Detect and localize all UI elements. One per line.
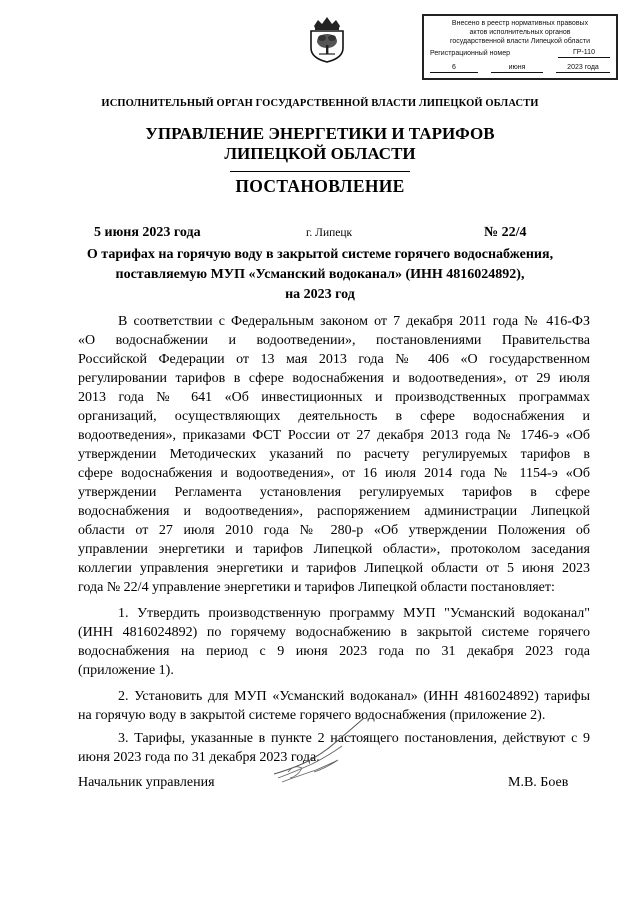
registry-stamp: [422, 14, 618, 80]
body-line: утверждении Методических указаний по расчету регулируемых тарифов в: [78, 447, 590, 462]
body-line: водоснабжения и водоотведения», распоряжением администрации Липецкой: [78, 504, 590, 519]
registry-line-1: Внесено в реестр нормативных правовых: [451, 20, 589, 27]
item-1-line: водоснабжения на период с 9 июня 2023 года по 31 декабря 2023 года: [78, 644, 590, 659]
document-city: г. Липецк: [306, 227, 353, 239]
registry-year: 2023 года: [556, 63, 610, 73]
body-line: коллегии управления энергетики и тарифов Липецкой области от 5 июня 2023: [78, 561, 590, 576]
registry-date-row: [430, 63, 610, 73]
body-line: сфере водоснабжения и водоотведения», от 16 июля 2014 года № 1154-э «Об: [78, 466, 590, 481]
signatory-title: Начальник управления: [78, 775, 215, 790]
registry-number-row: [430, 48, 610, 58]
document-title-line: поставляемую МУП «Усманский водоканал» (ИНН 4816024892),: [115, 267, 525, 282]
body-line: организаций, осуществляющих деятельность в сфере водоснабжения и: [78, 409, 590, 424]
body-line: водоотведения», приказами ФСТ России от 27 декабря 2013 года № 1746-э «Об: [78, 428, 590, 443]
body-line: года № 22/4 управление энергетики и тарифов Липецкой области постановляет:: [78, 580, 555, 595]
department-name-line-1: УПРАВЛЕНИЕ ЭНЕРГЕТИКИ И ТАРИФОВ: [145, 124, 495, 143]
signatory-name: М.В. Боев: [508, 775, 569, 790]
item-2-line: на горячую воду в закрытой системе горячего водоснабжения (приложение 2).: [78, 708, 546, 723]
item-3-line: июня 2023 года по 31 декабря 2023 года.: [78, 750, 320, 765]
header-divider: [230, 171, 410, 172]
executive-organ: ИСПОЛНИТЕЛЬНЫЙ ОРГАН ГОСУДАРСТВЕННОЙ ВЛАСТИ ЛИПЕЦКОЙ ОБЛАСТИ: [101, 98, 539, 109]
document-type: ПОСТАНОВЛЕНИЕ: [235, 176, 405, 196]
body-line: В соответствии с Федеральным законом от 7 декабря 2011 года № 416-ФЗ: [118, 314, 590, 329]
registry-line-2: актов исполнительных органов: [469, 29, 571, 36]
document-title-line: О тарифах на горячую воду в закрытой системе горячего водоснабжения,: [86, 247, 554, 262]
item-1-line: (приложение 1).: [78, 663, 174, 678]
registry-number-label: Регистрационный номер: [430, 50, 510, 57]
body-line: регулировании тарифов в сфере водоснабжения и водоотведения», от 29 июля: [78, 371, 590, 386]
item-1-line: (ИНН 4816024892) по горячему водоснабжению в закрытой системе горячего: [78, 625, 590, 640]
body-line: 2013 года № 641 «Об инвестиционных и производственных программах: [78, 390, 590, 405]
coat-of-arms-icon: [308, 14, 346, 64]
document-number: № 22/4: [484, 225, 527, 240]
body-line: «О водоснабжении и водоотведении», постановлениями Правительства: [78, 333, 590, 348]
document-title-line: на 2023 год: [285, 287, 355, 302]
registry-number: ГР-110: [558, 48, 610, 58]
document-date: 5 июня 2023 года: [94, 225, 201, 240]
item-1-line: 1. Утвердить производственную программу МУП "Усманский водоканал": [118, 606, 590, 621]
body-line: области от 27 июля 2010 года № 280-р «Об утверждении Положения об: [78, 523, 590, 538]
registry-day: 6: [430, 63, 478, 73]
item-3-line: 3. Тарифы, указанные в пункте 2 настоящего постановления, действуют с 9: [118, 731, 590, 746]
body-line: утверждении Регламента установления регулируемых тарифов в сфере: [78, 485, 590, 500]
body-line: управлении энергетики и тарифов Липецкой области», протоколом заседания: [78, 542, 590, 557]
registry-line-3: государственной власти Липецкой области: [449, 38, 590, 45]
registry-month: июня: [491, 63, 543, 73]
department-name-line-2: ЛИПЕЦКОЙ ОБЛАСТИ: [224, 144, 416, 163]
body-line: Российской Федерации от 13 мая 2013 года № 406 «О государственном: [78, 352, 590, 367]
handwritten-signature-icon: [268, 712, 378, 790]
item-2-line: 2. Установить для МУП «Усманский водоканал» (ИНН 4816024892) тарифы: [118, 689, 590, 704]
